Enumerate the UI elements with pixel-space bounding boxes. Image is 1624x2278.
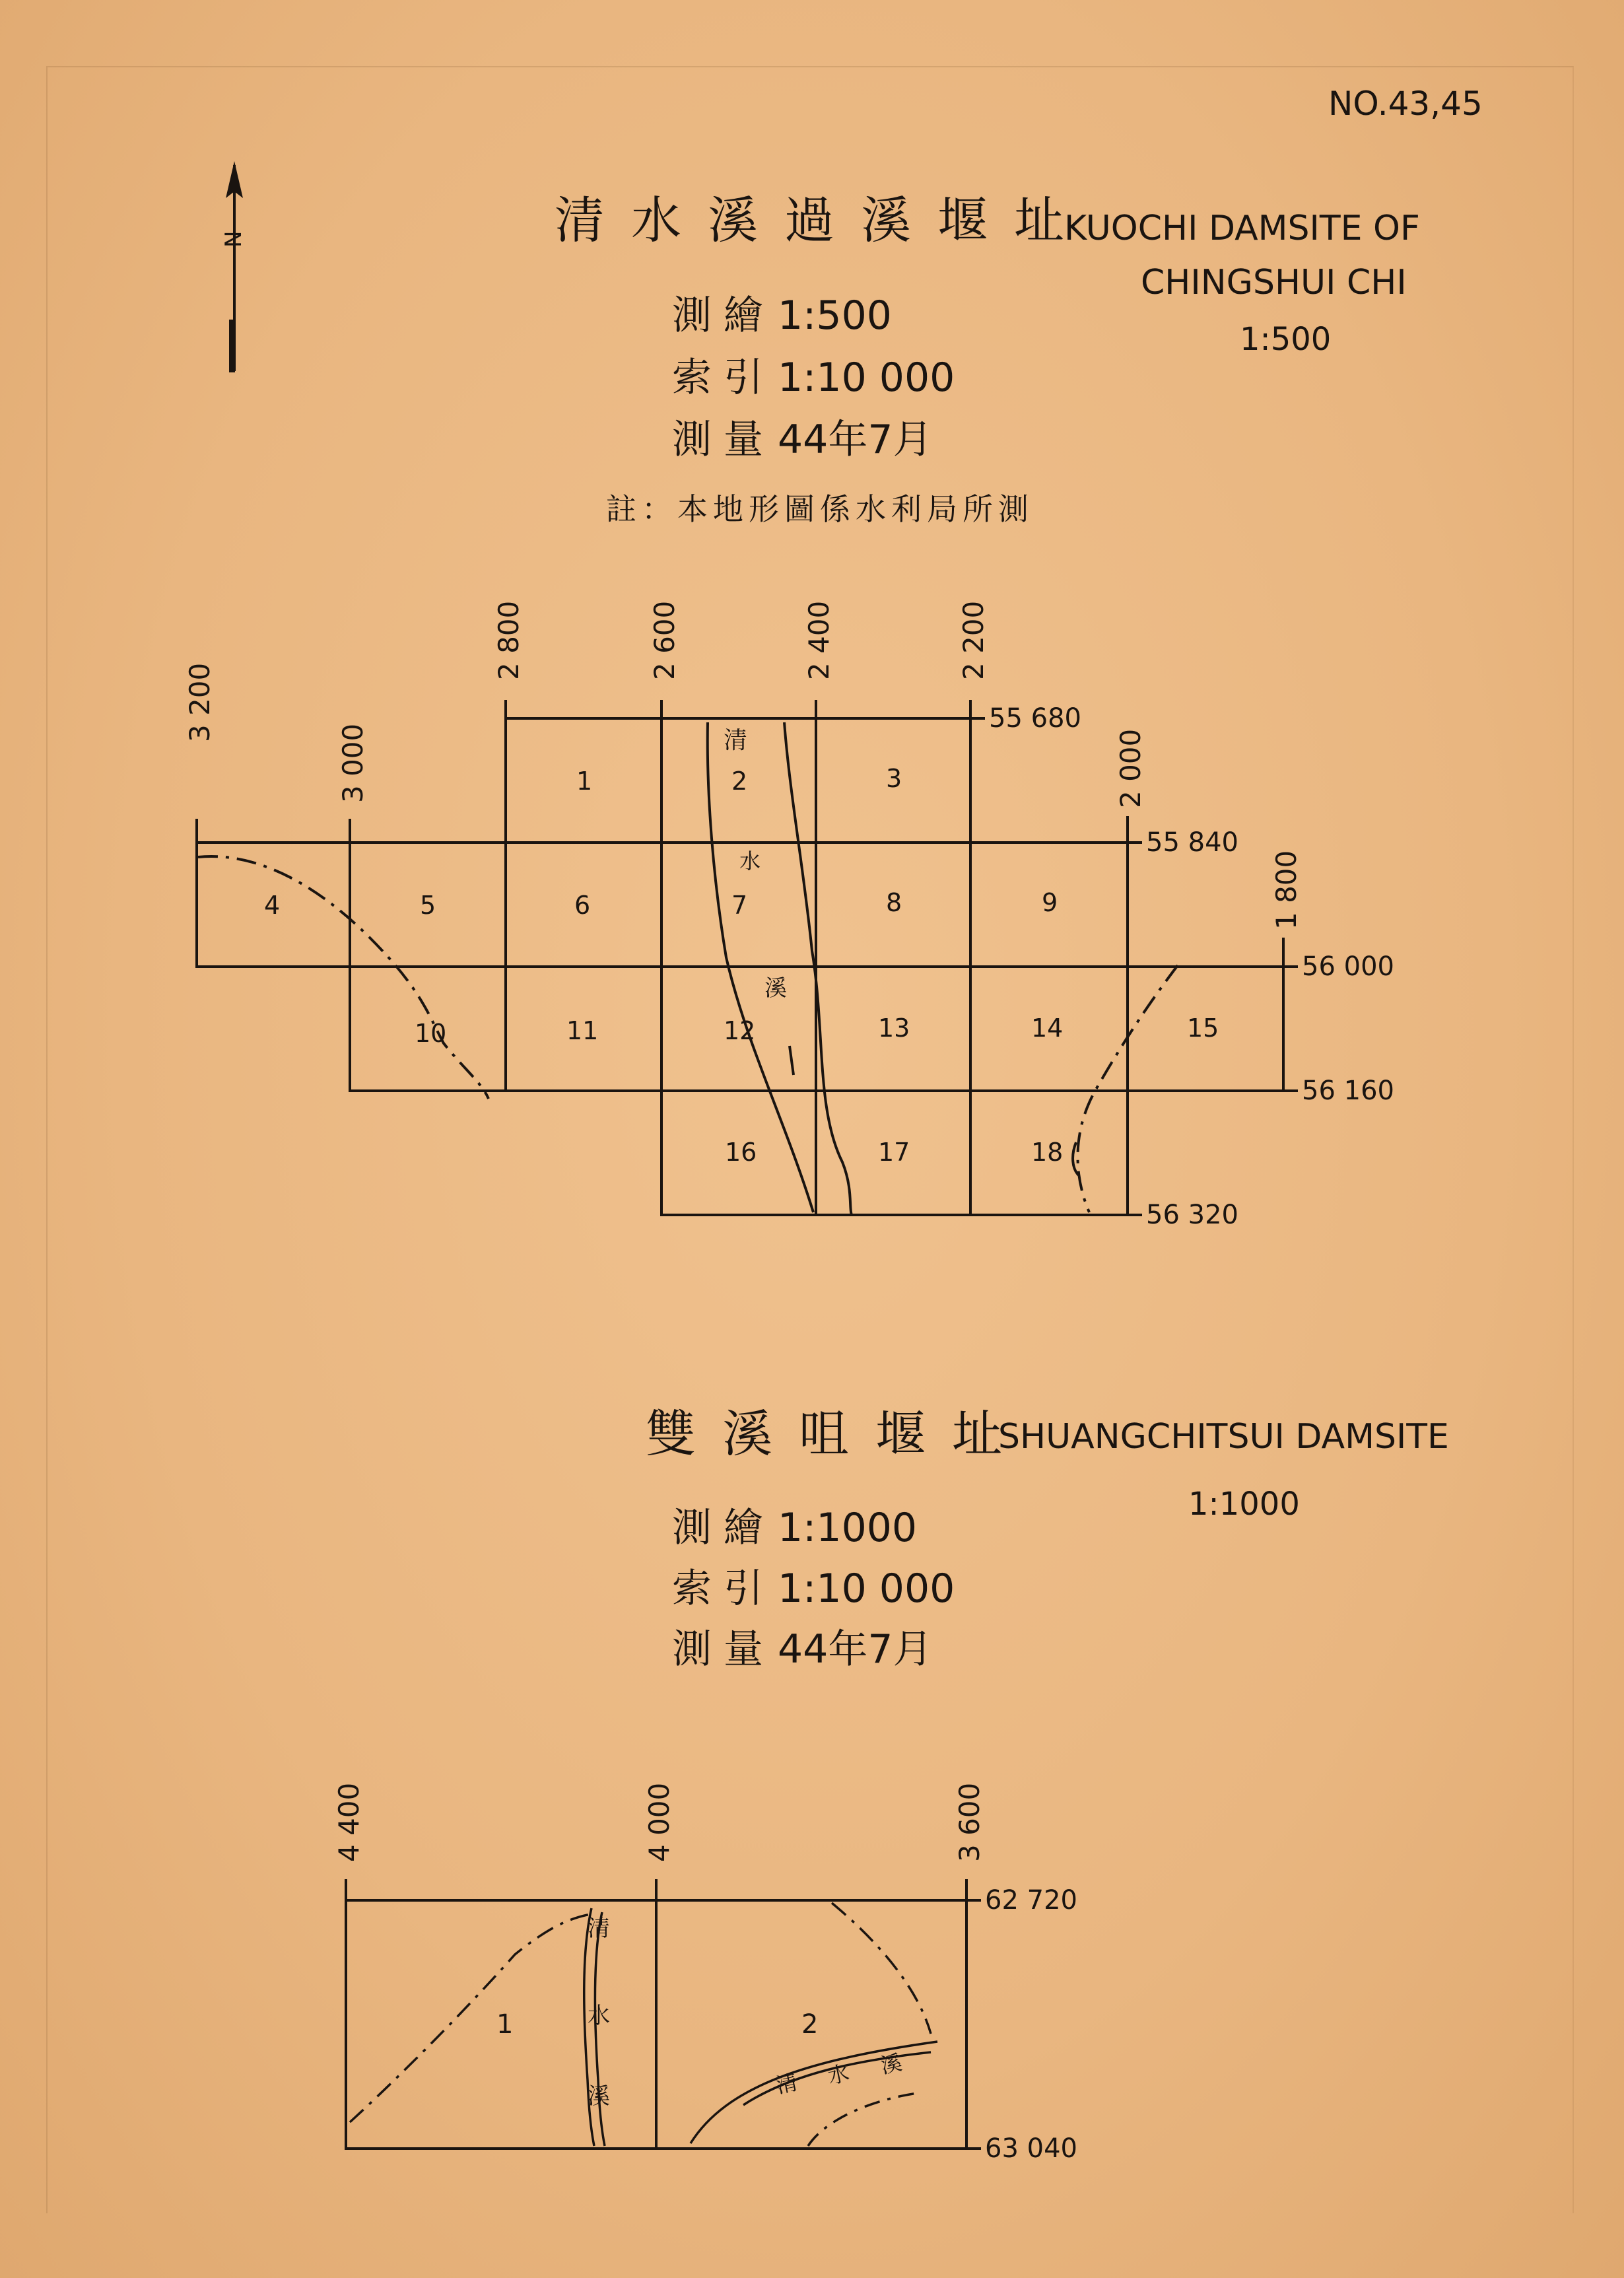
map2-survey-scale-value: 1:1000 (778, 1505, 918, 1551)
map2-english-scale: 1:1000 (1188, 1486, 1300, 1523)
map2-title-english: SHUANGCHITSUI DAMSITE (998, 1417, 1449, 1457)
map1-sheet-number: 6 (574, 891, 591, 920)
map1-survey-date-value: 44年7月 (778, 417, 933, 463)
map2-x-label: 4 400 (333, 1782, 365, 1862)
map2-title-chinese: 雙溪咀堰址 (646, 1404, 1029, 1463)
map2-survey-scale-label: 測繪 (672, 1505, 775, 1551)
map1-river-char: 溪 (764, 975, 787, 1002)
map1-sheet-number: 7 (731, 891, 748, 920)
map1-survey-scale-label: 測繪 (672, 293, 775, 339)
map1-sheet-number: 10 (415, 1019, 447, 1048)
map1-river-char: 水 (739, 848, 761, 874)
map2-stream-east (595, 1912, 605, 2146)
map1-sheet-number: 12 (724, 1016, 756, 1045)
map2-dashdot-boundary-west (350, 1914, 594, 2122)
map2-river-char: 水 (825, 2060, 852, 2089)
map1-sheet-number: 5 (420, 891, 436, 920)
map2-river-char: 溪 (588, 2083, 610, 2110)
map1-survey-date-label: 測量 (672, 417, 775, 463)
map1-x-label: 2 000 (1114, 728, 1147, 808)
map1-flow-mark (790, 1046, 794, 1075)
map1-sheet-number: 2 (731, 767, 748, 796)
map1-x-label: 2 400 (803, 600, 835, 680)
map1-sheet-number: 9 (1042, 888, 1058, 917)
map2-terrain-lines (350, 1903, 937, 2146)
map2-sheet-number: 2 (801, 2009, 819, 2040)
map1-x-label: 2 600 (648, 600, 681, 680)
map1-sheet-number: 4 (264, 891, 281, 920)
map1-y-label: 56 160 (1302, 1076, 1394, 1106)
map1-y-label: 56 320 (1146, 1200, 1238, 1230)
map1-sheet-number: 13 (878, 1014, 910, 1043)
map1-y-label: 55 840 (1146, 827, 1238, 858)
map1-y-label: 55 680 (989, 703, 1081, 734)
map1-index-scale-label: 索引 (672, 355, 775, 401)
map1-sheet-number: 17 (878, 1138, 910, 1167)
map1-index-scale-value: 1:10 000 (778, 355, 955, 401)
map2-dashdot-boundary-east (832, 1903, 931, 2034)
map1-title-chinese: 清水溪過溪堰址 (555, 191, 1091, 250)
map1-title-english-line2: CHINGSHUI CHI (1141, 263, 1407, 302)
map1-river-char: 清 (724, 727, 748, 754)
map2-y-label: 62 720 (985, 1885, 1077, 1916)
map2-survey-date-label: 測量 (672, 1626, 775, 1673)
map1-sheet-number: 14 (1031, 1014, 1064, 1043)
map1-dashdot-boundary-west (198, 856, 489, 1099)
map1-x-label: 2 200 (957, 600, 990, 680)
map2-survey-date-value: 44年7月 (778, 1626, 933, 1673)
map1-sheet-number: 1 (576, 767, 593, 796)
map2-river-char: 水 (588, 2003, 610, 2029)
sheet-number: NO.43,45 (1328, 85, 1483, 123)
map2-y-label: 63 040 (985, 2133, 1077, 2164)
map1-x-label: 3 000 (337, 723, 369, 803)
map1-river-bank-east (784, 722, 852, 1215)
map1-sheet-number: 18 (1031, 1138, 1064, 1167)
map1-x-label: 2 800 (492, 600, 525, 680)
map1-sheet-number: 11 (566, 1016, 599, 1045)
map1-sheet-number: 8 (886, 888, 902, 917)
map1-survey-scale-value: 1:500 (778, 293, 892, 339)
map2-dashdot-river (808, 2093, 918, 2146)
map2-index-scale-value: 1:10 000 (778, 1566, 955, 1612)
map1-x-label: 1 800 (1270, 850, 1303, 930)
map2-x-label: 4 000 (643, 1782, 675, 1862)
map1-sheet-number: 3 (886, 764, 902, 793)
map2-index-grid (346, 1879, 981, 2149)
map1-note: 註：本地形圖係水利局所測 (606, 491, 1034, 527)
map1-y-label: 56 000 (1302, 951, 1394, 982)
north-label: N (220, 230, 247, 248)
map1-x-label: 3 200 (184, 662, 216, 742)
map2-river-char: 清 (588, 1916, 610, 1942)
map1-sheet-number: 15 (1187, 1014, 1219, 1043)
map1-english-scale: 1:500 (1240, 321, 1332, 358)
map1-sheet-number: 16 (725, 1138, 757, 1167)
map1-title-english-line1: KUOCHI DAMSITE OF (1064, 209, 1420, 248)
map2-river-char: 清 (774, 2069, 800, 2098)
map2-sheet-number: 1 (496, 2009, 514, 2040)
map2-x-label: 3 600 (953, 1782, 986, 1862)
map2-index-scale-label: 索引 (672, 1566, 775, 1612)
map2-river-char: 溪 (878, 2050, 904, 2079)
north-arrow-icon (220, 161, 247, 372)
